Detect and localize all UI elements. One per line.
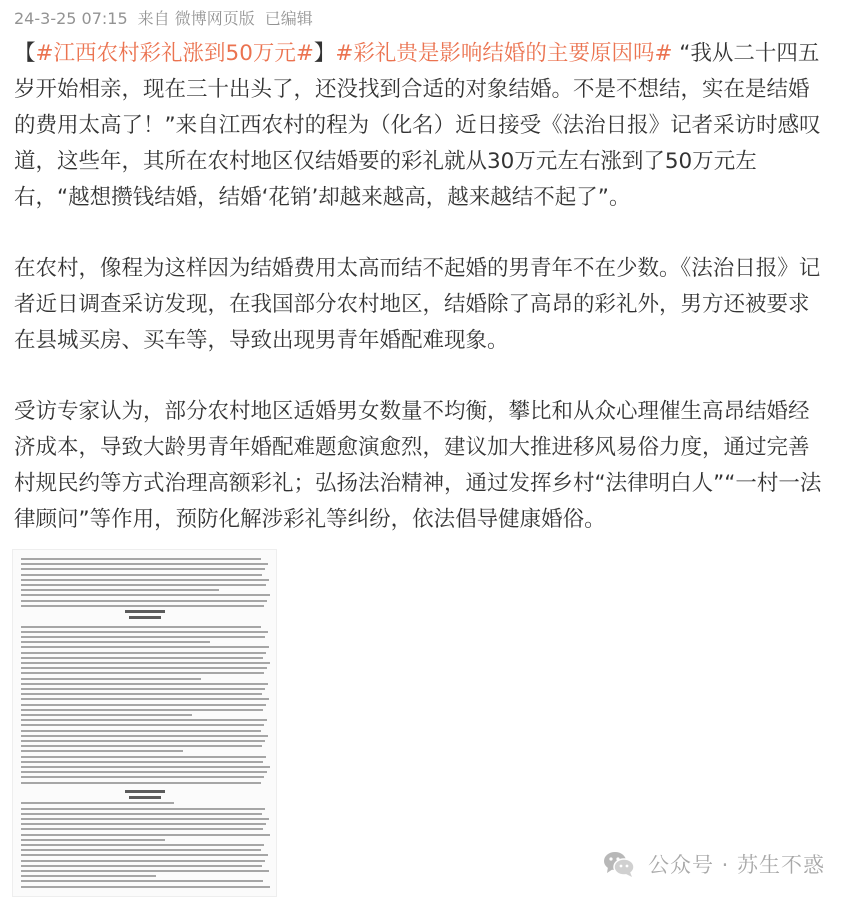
doc-text-line [21, 808, 265, 810]
doc-text-line [21, 844, 264, 846]
doc-text-line [21, 605, 264, 607]
doc-text-line [21, 662, 270, 664]
doc-text-line [21, 771, 267, 773]
post-source: 来自 微博网页版 [137, 9, 255, 28]
wechat-icon [602, 847, 636, 881]
doc-text-line [21, 600, 267, 602]
post-paragraph-3: 受访专家认为，部分农村地区适婚男女数量不均衡，攀比和从众心理催生高昂结婚经济成本，导致大龄男青年婚配难题愈演愈烈，建议加大推进移风易俗力度，通过完善村规民约等方式治理高额彩礼；弘扬法治精神，通过发挥乡村“法律明白人”“一村一法律顾问”等作用，预防化解涉彩礼等纠纷，依法倡导健康婚俗。 [14, 399, 822, 532]
doc-text-line [21, 839, 165, 841]
doc-text-line [21, 704, 266, 706]
post-edited-label: 已编辑 [264, 9, 313, 28]
doc-text-line [21, 735, 268, 737]
doc-text-line [21, 558, 261, 560]
doc-text-line [21, 584, 266, 586]
doc-text-line [21, 678, 201, 680]
doc-text-line [21, 865, 262, 867]
doc-text-line [21, 750, 183, 752]
doc-text-line [21, 563, 268, 565]
doc-text-line [21, 636, 265, 638]
doc-text-line [21, 761, 263, 763]
doc-text-line [21, 646, 269, 648]
doc-text-line [21, 657, 263, 659]
doc-text-line [21, 834, 270, 836]
bracket-open: 【 [14, 41, 36, 66]
doc-text-line [21, 631, 268, 633]
doc-text-line [21, 745, 262, 747]
doc-text-line [21, 709, 263, 711]
topic-link-caili-marriage[interactable]: #彩礼贵是影响结婚的主要原因吗# [335, 41, 673, 66]
watermark [602, 846, 825, 882]
post-meta [14, 6, 323, 29]
doc-text-line [21, 652, 266, 654]
doc-text-line [21, 626, 261, 628]
doc-text-line [21, 875, 156, 877]
doc-text-line [21, 823, 266, 825]
doc-heading-2b [129, 796, 161, 799]
doc-text-line [21, 589, 219, 591]
doc-text-line [21, 802, 174, 804]
post-datetime[interactable]: 24-3-25 07:15 [14, 9, 128, 28]
post-paragraph-2: 在农村，像程为这样因为结婚费用太高而结不起婚的男青年不在少数。《法治日报》记者近日调查采访发现，在我国部分农村地区，结婚除了高昂的彩礼外，男方还被要求在县城买房、买车等，导致出现男青年婚配难现象。 [14, 256, 821, 353]
doc-text-line [21, 672, 264, 674]
doc-text-line [21, 683, 268, 685]
doc-text-line [21, 828, 263, 830]
doc-heading-1b [129, 616, 161, 619]
doc-text-line [21, 813, 262, 815]
doc-text-line [21, 641, 210, 643]
doc-text-line [21, 886, 270, 888]
doc-text-line [21, 740, 265, 742]
doc-text-line [21, 849, 261, 851]
doc-text-line [21, 730, 261, 732]
doc-text-line [21, 782, 261, 784]
doc-heading-1 [125, 610, 165, 613]
doc-text-line [21, 880, 263, 882]
post-body [14, 36, 828, 573]
article-scan-image[interactable] [12, 549, 277, 897]
topic-link-jiangxi-caili[interactable]: #江西农村彩礼涨到50万元# [35, 41, 314, 66]
doc-text-line [21, 688, 265, 690]
doc-text-line [21, 693, 262, 695]
doc-text-line [21, 719, 267, 721]
doc-text-line [21, 714, 192, 716]
paragraph-1-text: “我从二十四五岁开始相亲，现在三十出头了，还没找到合适的对象结婚。不是不想结，实在是结婚的费用太高了！”来自江西农村的程为（化名）近日接受《法治日报》记者采访时感叹道，这些年，其所在农村地区仅结婚要的彩礼就从30万元左右涨到了50万元左右，“越想攒钱结婚，结婚‘花销’却越来越高，越来越结不起了”。 [14, 41, 821, 210]
doc-text-line [21, 818, 269, 820]
doc-text-line [21, 667, 267, 669]
doc-text-line [21, 724, 264, 726]
doc-text-line [21, 594, 270, 596]
doc-text-line [21, 776, 264, 778]
bracket-close: 】 [313, 41, 336, 66]
doc-text-line [21, 756, 266, 758]
doc-text-line [21, 698, 269, 700]
post-paragraph-1 [14, 36, 828, 216]
doc-text-line [21, 574, 262, 576]
doc-text-line [21, 870, 269, 872]
watermark-text: 公众号 · 苏生不惑 [648, 853, 826, 877]
doc-text-line [21, 854, 268, 856]
doc-text-line [21, 579, 269, 581]
doc-text-line [21, 568, 265, 570]
doc-text-line [21, 860, 265, 862]
doc-heading-2 [125, 790, 165, 793]
doc-text-line [21, 766, 270, 768]
